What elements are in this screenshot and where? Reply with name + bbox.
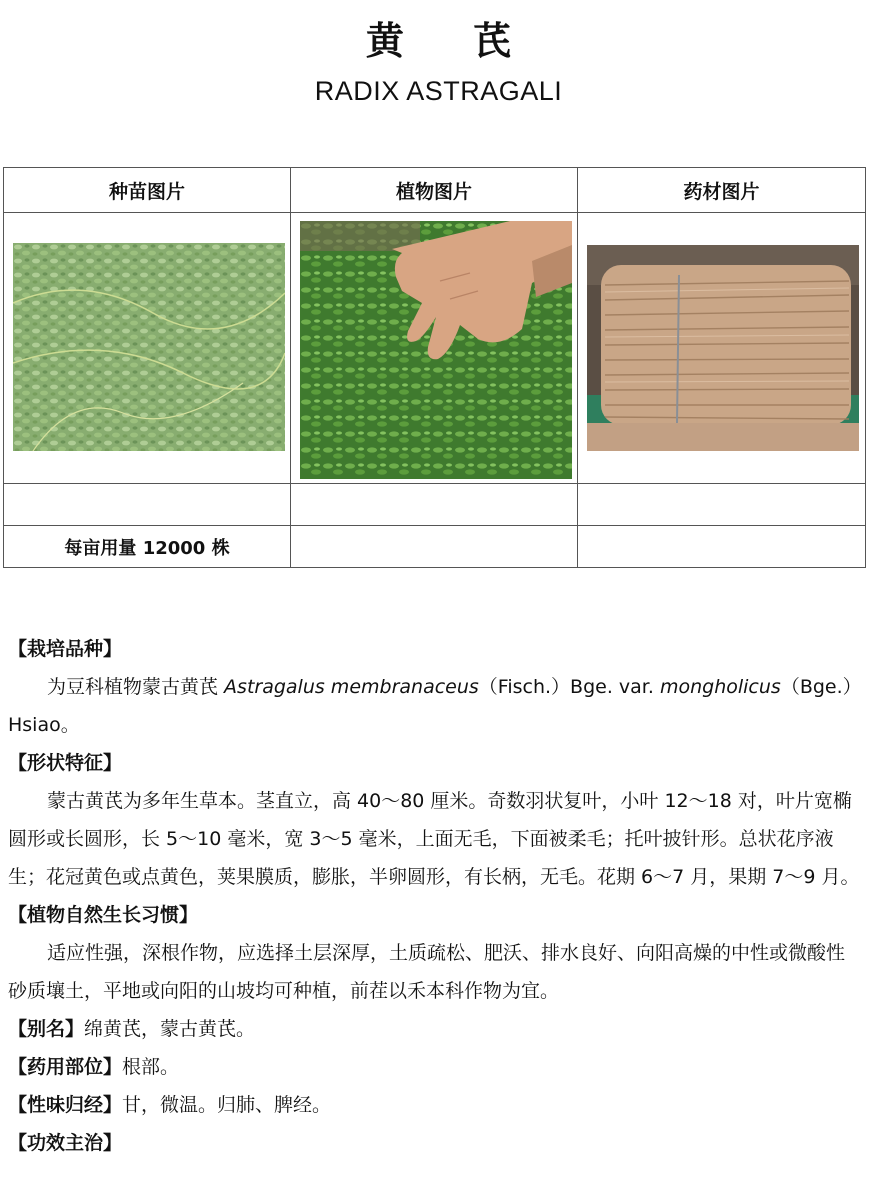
scientific-name: Astragalus membranaceus — [224, 676, 479, 698]
empty-row — [4, 484, 866, 526]
section-text-features: 蒙古黄芪为多年生草本。茎直立，高 40～80 厘米。奇数羽状复叶，小叶 12～18 对，叶片宽椭圆形或长圆形，长 5～10 毫米，宽 3～5 毫米，上面无毛，下面被柔毛；托叶披针形。总状花序液生；花冠黄色或点黄色，荚果膜质，膨胀，半卵圆形，有长柄，无毛。花期 6～7 月，果期 7～9 月。 — [8, 790, 860, 888]
content-body — [8, 630, 863, 1162]
variety-name: mongholicus — [659, 676, 781, 698]
plant-cell — [291, 213, 578, 484]
variety-text-2: （Fisch.）Bge. var. — [478, 676, 660, 698]
empty-cell — [291, 484, 578, 526]
seedling-photo — [13, 243, 285, 451]
section-heading-features: 【形状特征】 — [8, 752, 123, 774]
section-heading-nature: 【性味归经】 — [8, 1094, 123, 1116]
seedling-cell — [4, 213, 291, 484]
variety-text-1: 为豆科植物蒙古黄芪 — [47, 676, 225, 698]
section-heading-alias: 【别名】 — [8, 1018, 85, 1040]
herb-photo — [587, 245, 859, 451]
section-heading-variety: 【栽培品种】 — [8, 638, 123, 660]
section-text-variety — [8, 668, 863, 744]
empty-cell — [4, 484, 291, 526]
section-part — [8, 1048, 863, 1086]
header-herb: 药材图片 — [578, 168, 866, 213]
dose-cell: 每亩用量 12000 株 — [4, 526, 291, 568]
section-text-nature: 甘，微温。归肺、脾经。 — [122, 1094, 332, 1116]
section-heading-efficacy: 【功效主治】 — [8, 1132, 123, 1154]
section-text-habit: 适应性强，深根作物，应选择土层深厚，土质疏松、肥沃、排水良好、向阳高燥的中性或微酸性砂质壤土，平地或向阳的山坡均可种植，前茬以禾本科作物为宜。 — [8, 942, 846, 1002]
empty-cell — [578, 526, 866, 568]
section-text-alias: 绵黄芪，蒙古黄芪。 — [84, 1018, 256, 1040]
section-alias — [8, 1010, 863, 1048]
page-title: 黄 芪 — [365, 19, 540, 63]
section-heading-part: 【药用部位】 — [8, 1056, 123, 1078]
dose-row — [4, 526, 866, 568]
page-subtitle: RADIX ASTRAGALI — [314, 76, 563, 106]
table-header-row — [4, 168, 866, 213]
header-plant: 植物图片 — [291, 168, 578, 213]
herb-cell — [578, 213, 866, 484]
empty-cell — [291, 526, 578, 568]
image-row — [4, 213, 866, 484]
empty-cell — [578, 484, 866, 526]
section-nature — [8, 1086, 863, 1124]
image-table — [3, 167, 866, 568]
plant-photo — [300, 221, 572, 479]
section-text-part: 根部。 — [122, 1056, 180, 1078]
header-seedling: 种苗图片 — [4, 168, 291, 213]
section-heading-habit: 【植物自然生长习惯】 — [8, 904, 199, 926]
variety-text-3: （Bge.）Hsiao。 — [8, 676, 862, 736]
